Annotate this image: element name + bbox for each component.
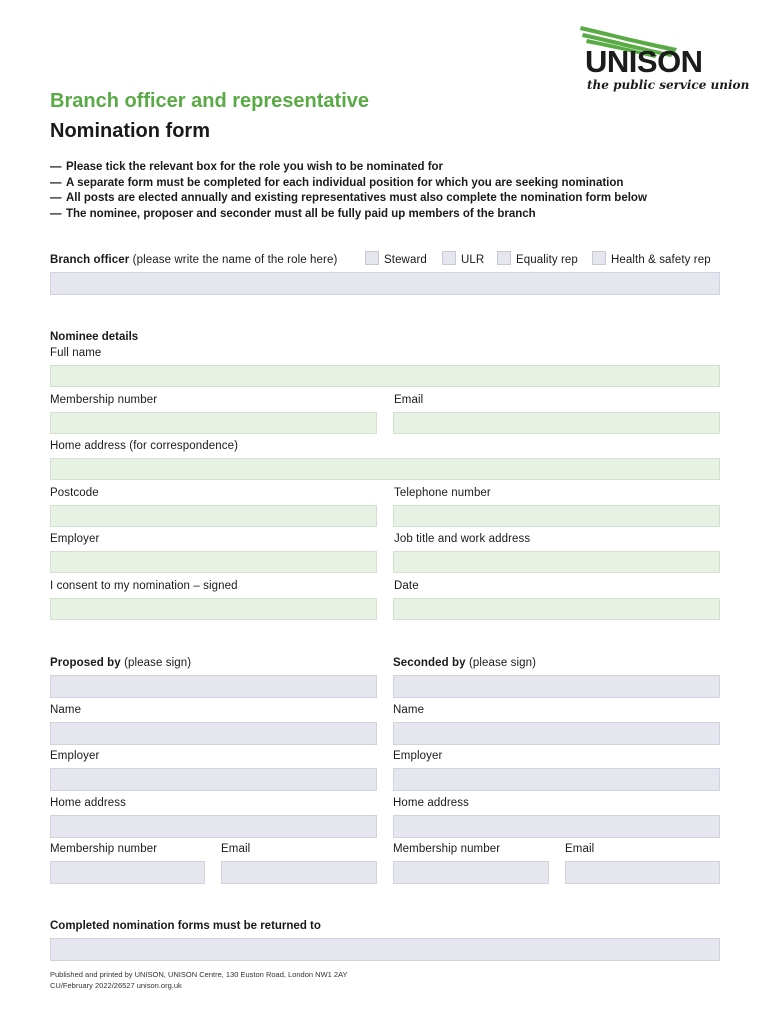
logo-tagline: the public service union — [587, 78, 750, 92]
steward-checkbox[interactable] — [365, 251, 379, 265]
proposer-home-address-field[interactable] — [50, 815, 377, 838]
date-field[interactable] — [393, 598, 720, 620]
seconded-by-heading: Seconded by (please sign) — [393, 657, 537, 669]
health-safety-rep-checkbox[interactable] — [592, 251, 606, 265]
membership-number-field[interactable] — [50, 412, 377, 434]
full-name-field[interactable] — [50, 365, 720, 387]
steward-label: Steward — [384, 254, 427, 266]
proposer-name-field[interactable] — [50, 722, 377, 745]
branch-officer-role-field[interactable] — [50, 272, 720, 295]
proposer-employer-field[interactable] — [50, 768, 377, 791]
form-subtitle: Branch officer and representative — [50, 90, 369, 112]
employer-label: Employer — [50, 533, 100, 545]
instruction-item: — Please tick the relevant box for the role you wish to be nominated for — [50, 161, 444, 173]
ulr-label: ULR — [461, 254, 485, 266]
telephone-field[interactable] — [393, 505, 720, 527]
proposer-home-address-label: Home address — [50, 797, 126, 809]
seconder-name-field[interactable] — [393, 722, 720, 745]
instruction-item: — A separate form must be completed for each individual position for which you are seeking nomination — [50, 176, 624, 189]
home-address-label: Home address (for correspondence) — [50, 440, 239, 452]
footer-publisher: Published and printed by UNISON, UNISON Centre, 130 Euston Road, London NW1 2AY — [50, 970, 348, 979]
proposer-email-label: Email — [221, 843, 251, 855]
consent-signature-field[interactable] — [50, 598, 377, 620]
membership-number-label: Membership number — [50, 394, 158, 406]
nominee-details-heading: Nominee details — [50, 331, 139, 343]
proposer-membership-field[interactable] — [50, 861, 205, 884]
seconder-employer-field[interactable] — [393, 768, 720, 791]
footer-reference: CU/February 2022/26527 unison.org.uk — [50, 981, 182, 990]
form-title: Nomination form — [50, 120, 210, 142]
seconder-signature-field[interactable] — [393, 675, 720, 698]
proposed-by-heading: Proposed by (please sign) — [50, 657, 192, 669]
return-address-field[interactable] — [50, 938, 720, 961]
ulr-checkbox[interactable] — [442, 251, 456, 265]
instruction-item: — All posts are elected annually and existing representatives must also complete the nomination form below — [50, 192, 647, 204]
seconder-email-field[interactable] — [565, 861, 720, 884]
unison-logo — [577, 22, 750, 94]
telephone-label: Telephone number — [394, 487, 491, 499]
seconder-membership-field[interactable] — [393, 861, 549, 884]
instructions-list — [50, 160, 647, 222]
proposer-email-field[interactable] — [221, 861, 377, 884]
full-name-label: Full name — [50, 347, 102, 359]
seconder-employer-label: Employer — [393, 750, 443, 762]
proposer-signature-field[interactable] — [50, 675, 377, 698]
email-field[interactable] — [393, 412, 720, 434]
proposer-membership-label: Membership number — [50, 843, 158, 855]
proposer-name-label: Name — [50, 704, 82, 716]
job-title-field[interactable] — [393, 551, 720, 573]
employer-field[interactable] — [50, 551, 377, 573]
equality-rep-label: Equality rep — [516, 254, 578, 266]
seconder-home-address-label: Home address — [393, 797, 469, 809]
proposer-employer-label: Employer — [50, 750, 100, 762]
seconder-home-address-field[interactable] — [393, 815, 720, 838]
branch-officer-label: Branch officer (please write the name of the role here) — [50, 254, 338, 266]
equality-rep-checkbox[interactable] — [497, 251, 511, 265]
seconder-email-label: Email — [565, 843, 595, 855]
seconder-name-label: Name — [393, 704, 425, 716]
health-safety-rep-label: Health & safety rep — [611, 254, 711, 266]
seconder-membership-label: Membership number — [393, 843, 501, 855]
postcode-label: Postcode — [50, 487, 99, 499]
home-address-field[interactable] — [50, 458, 720, 480]
job-title-label: Job title and work address — [394, 533, 531, 545]
consent-label: I consent to my nomination – signed — [50, 580, 238, 592]
email-label: Email — [394, 394, 424, 406]
date-label: Date — [394, 580, 419, 592]
logo-wordmark: UNISON — [585, 44, 703, 79]
return-to-heading: Completed nomination forms must be returned to — [50, 920, 321, 932]
instruction-item: — The nominee, proposer and seconder must all be fully paid up members of the branch — [50, 207, 536, 220]
postcode-field[interactable] — [50, 505, 377, 527]
